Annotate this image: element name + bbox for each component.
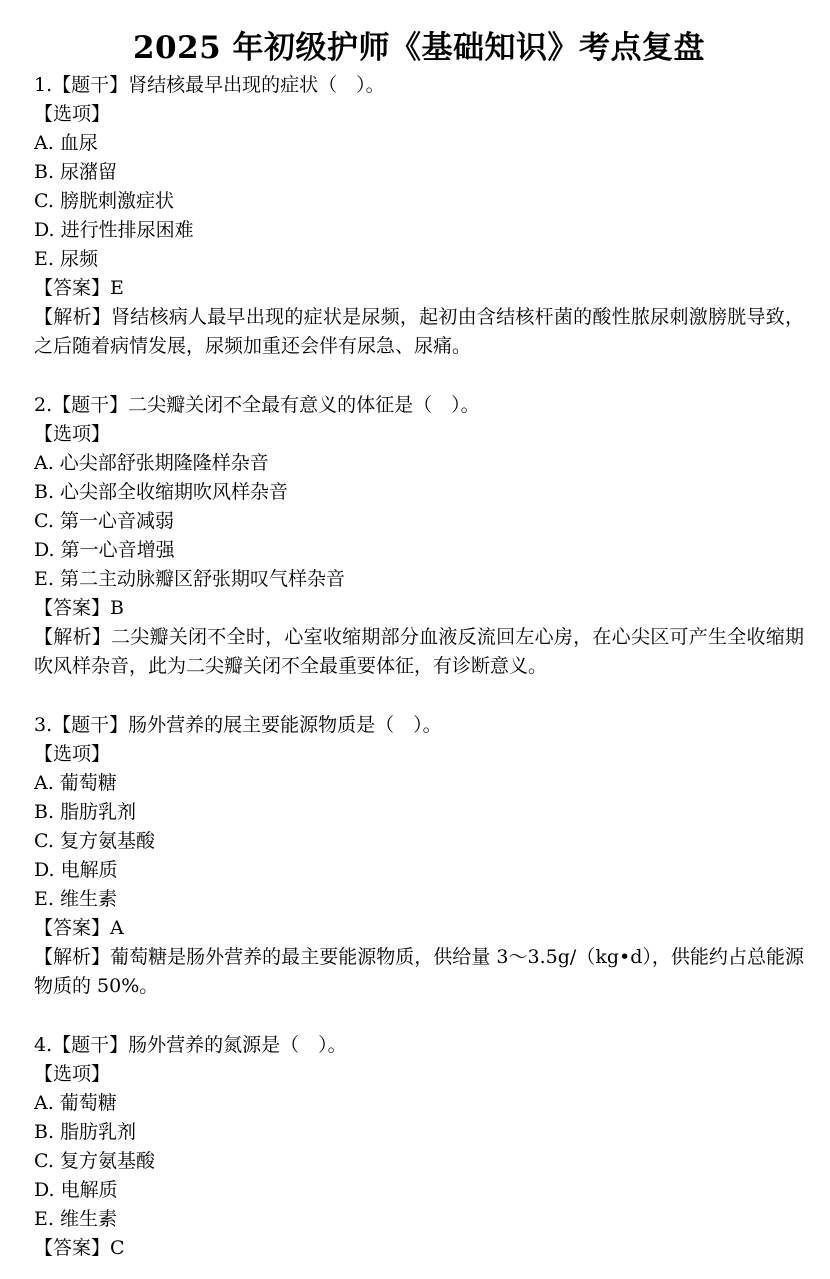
option-d: D. 进行性排尿困难 <box>34 219 194 241</box>
option-b: B. 尿潴留 <box>34 161 118 183</box>
analysis: 【解析】肾结核病人最早出现的症状是尿频，起初由含结核杆菌的酸性脓尿刺激膀胱导致，之后随着病情发展，尿频加重还会伴有尿急、尿痛。 <box>34 306 804 357</box>
options-label: 【选项】 <box>34 743 111 765</box>
option-b: B. 脂肪乳剂 <box>34 1121 137 1143</box>
option-d: D. 电解质 <box>34 859 118 881</box>
option-d: D. 第一心音增强 <box>34 539 175 561</box>
option-b: B. 脂肪乳剂 <box>34 801 137 823</box>
options-label: 【选项】 <box>34 1063 111 1085</box>
option-c: C. 复方氨基酸 <box>34 830 155 852</box>
option-e: E. 尿频 <box>34 248 98 270</box>
option-d: D. 电解质 <box>34 1179 118 1201</box>
question-stem: 1.【题干】肾结核最早出现的症状（ ）。 <box>34 74 385 96</box>
analysis: 【解析】葡萄糖是肠外营养的最主要能源物质，供给量 3～3.5g/（kg•d），供能约占总能源物质的 50%。 <box>34 946 804 997</box>
option-a: A. 心尖部舒张期隆隆样杂音 <box>34 452 269 474</box>
question-stem: 4.【题干】肠外营养的氮源是（ ）。 <box>34 1034 347 1056</box>
question-1 <box>34 71 804 361</box>
option-e: E. 维生素 <box>34 1208 117 1230</box>
option-c: C. 复方氨基酸 <box>34 1150 155 1172</box>
option-a: A. 葡萄糖 <box>34 1092 117 1114</box>
question-3 <box>34 711 804 1001</box>
option-a: A. 葡萄糖 <box>34 772 117 794</box>
answer: 【答案】C <box>34 1237 125 1259</box>
page-title: 2025 年初级护师《基础知识》考点复盘 <box>132 30 706 66</box>
answer: 【答案】E <box>34 277 124 299</box>
options-label: 【选项】 <box>34 423 111 445</box>
option-b: B. 心尖部全收缩期吹风样杂音 <box>34 481 289 503</box>
option-e: E. 维生素 <box>34 888 117 910</box>
option-c: C. 第一心音减弱 <box>34 510 174 532</box>
question-stem: 3.【题干】肠外营养的展主要能源物质是（ ）。 <box>34 714 442 736</box>
answer: 【答案】A <box>34 917 124 939</box>
option-a: A. 血尿 <box>34 132 98 154</box>
question-4 <box>34 1031 804 1263</box>
options-label: 【选项】 <box>34 103 111 125</box>
answer: 【答案】B <box>34 597 124 619</box>
option-e: E. 第二主动脉瓣区舒张期叹气样杂音 <box>34 568 345 590</box>
analysis: 【解析】二尖瓣关闭不全时，心室收缩期部分血液反流回左心房，在心尖区可产生全收缩期吹风样杂音，此为二尖瓣关闭不全最重要体征，有诊断意义。 <box>34 626 804 677</box>
question-stem: 2.【题干】二尖瓣关闭不全最有意义的体征是（ ）。 <box>34 394 480 416</box>
option-c: C. 膀胱刺激症状 <box>34 190 174 212</box>
question-2 <box>34 391 804 681</box>
